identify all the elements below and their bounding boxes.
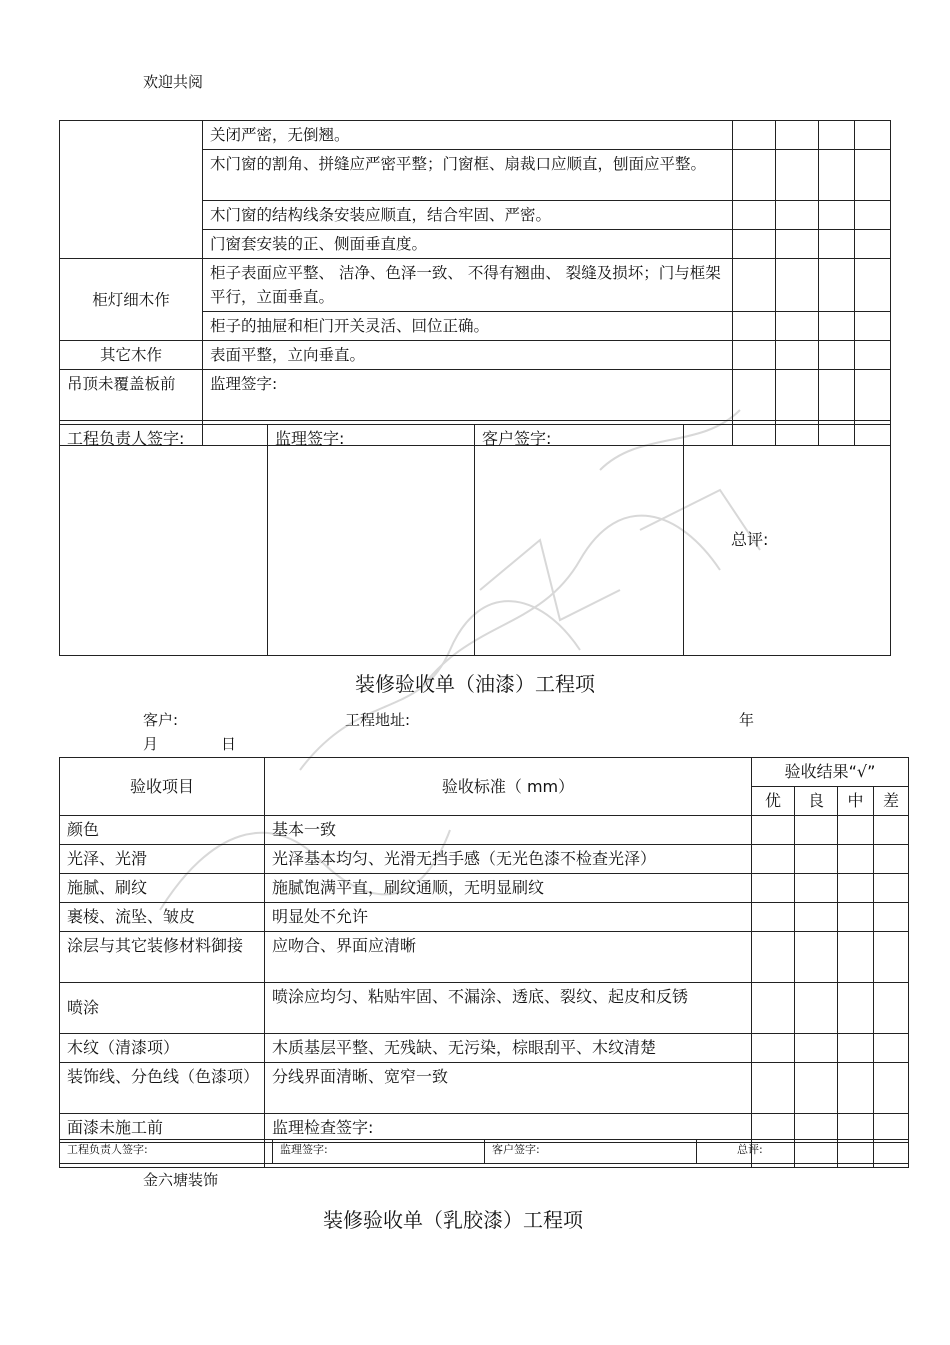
footer-company: 金六塘装饰	[143, 1171, 219, 1189]
grade-cell[interactable]	[733, 121, 776, 150]
head-result: 验收结果“√”	[752, 758, 909, 787]
grade-cell[interactable]	[733, 341, 776, 370]
grade-cell[interactable]	[838, 845, 874, 874]
latex-title: 装修验收单（乳胶漆）工程项	[323, 1208, 583, 1232]
grade-cell[interactable]	[838, 932, 874, 983]
grade-cell[interactable]	[733, 370, 776, 421]
client-label: 客户:	[143, 711, 179, 729]
item-cell: 装饰线、分色线（色漆项）	[60, 1063, 265, 1114]
standard-cell: 喷涂应均匀、粘贴牢固、不漏涂、透底、裂纹、起皮和反锈	[265, 983, 752, 1034]
manager-sign-cell[interactable]: 工程负责人签字:	[60, 425, 268, 656]
grade-cell[interactable]	[776, 259, 819, 312]
manager-sign-cell[interactable]: 工程负责人签字:	[60, 1140, 273, 1164]
item-cell: 颜色	[60, 816, 265, 845]
item-cell: 涂层与其它装修材料御接	[60, 932, 265, 983]
grade-cell[interactable]	[874, 1034, 909, 1063]
item-cell: 施腻、刷纹	[60, 874, 265, 903]
grade-cell[interactable]	[855, 201, 891, 230]
grade-cell[interactable]	[795, 1034, 838, 1063]
item-cell: 柜灯细木作	[60, 259, 203, 341]
grade-cell[interactable]	[795, 932, 838, 983]
grade-cell[interactable]	[874, 816, 909, 845]
standard-cell: 柜子表面应平整、 洁净、色泽一致、 不得有翘曲、 裂缝及损坏；门与框架平行，立面垂直。	[203, 259, 733, 312]
grade-cell[interactable]	[776, 150, 819, 201]
grade-cell[interactable]	[733, 259, 776, 312]
grade-cell[interactable]	[733, 201, 776, 230]
grade-cell[interactable]	[838, 983, 874, 1034]
item-cell: 吊顶未覆盖板前	[60, 370, 203, 421]
head-standard: 验收标准（ mm）	[265, 758, 752, 816]
supervisor-sign-cell[interactable]: 监理签字:	[273, 1140, 485, 1164]
grade-cell[interactable]	[855, 121, 891, 150]
carpentry-table	[59, 120, 891, 446]
grade-cell[interactable]	[795, 1063, 838, 1114]
grade-cell[interactable]	[752, 932, 795, 983]
grade-cell[interactable]	[776, 230, 819, 259]
grade-cell[interactable]	[819, 121, 855, 150]
item-cell: 光泽、光滑	[60, 845, 265, 874]
month-label: 月	[143, 735, 159, 753]
grade-cell[interactable]	[874, 932, 909, 983]
grade-cell[interactable]	[838, 903, 874, 932]
grade-excellent: 优	[752, 787, 795, 816]
grade-cell[interactable]	[855, 341, 891, 370]
grade-cell[interactable]	[752, 1063, 795, 1114]
grade-cell[interactable]	[819, 150, 855, 201]
grade-cell[interactable]	[874, 845, 909, 874]
blank-item-cell	[60, 121, 203, 259]
grade-cell[interactable]	[795, 903, 838, 932]
head-item: 验收项目	[60, 758, 265, 816]
grade-cell[interactable]	[819, 341, 855, 370]
grade-cell[interactable]	[776, 370, 819, 421]
grade-cell[interactable]	[776, 121, 819, 150]
grade-cell[interactable]	[838, 1063, 874, 1114]
grade-cell[interactable]	[795, 816, 838, 845]
grade-good: 良	[795, 787, 838, 816]
item-cell: 面漆未施工前	[60, 1114, 265, 1143]
grade-cell[interactable]	[819, 259, 855, 312]
client-sign-cell[interactable]: 客户签字:	[475, 425, 684, 656]
standard-cell: 监理检查签字:	[265, 1114, 752, 1143]
grade-cell[interactable]	[855, 230, 891, 259]
grade-cell[interactable]	[838, 1034, 874, 1063]
grade-poor: 差	[874, 787, 909, 816]
item-cell: 木纹（清漆项）	[60, 1034, 265, 1063]
paint-signature-table	[59, 1139, 909, 1164]
grade-cell[interactable]	[752, 874, 795, 903]
grade-cell[interactable]	[795, 983, 838, 1034]
grade-cell[interactable]	[776, 312, 819, 341]
standard-cell: 门窗套安装的正、侧面垂直度。	[203, 230, 733, 259]
grade-cell[interactable]	[776, 201, 819, 230]
overall-cell[interactable]: 总评:	[684, 425, 891, 656]
day-label: 日	[221, 735, 237, 753]
grade-cell[interactable]	[874, 903, 909, 932]
grade-cell[interactable]	[855, 312, 891, 341]
item-cell: 喷涂	[60, 983, 265, 1034]
grade-cell[interactable]	[855, 370, 891, 421]
paint-table	[59, 757, 909, 1168]
grade-cell[interactable]	[752, 903, 795, 932]
grade-cell[interactable]	[855, 259, 891, 312]
standard-cell: 木质基层平整、无残缺、无污染，棕眼刮平、木纹清楚	[265, 1034, 752, 1063]
item-cell: 其它木作	[60, 341, 203, 370]
standard-cell: 关闭严密，无倒翘。	[203, 121, 733, 150]
standard-cell: 施腻饱满平直，刷纹通顺，无明显刷纹	[265, 874, 752, 903]
grade-cell[interactable]	[819, 370, 855, 421]
standard-cell: 监理签字:	[203, 370, 733, 421]
grade-cell[interactable]	[776, 341, 819, 370]
grade-cell[interactable]	[733, 230, 776, 259]
standard-cell: 基本一致	[265, 816, 752, 845]
address-label: 工程地址:	[345, 711, 411, 729]
signature-table	[59, 424, 891, 656]
grade-cell[interactable]	[838, 874, 874, 903]
overall-cell[interactable]: 总评:	[697, 1140, 909, 1164]
grade-cell[interactable]	[752, 983, 795, 1034]
grade-cell[interactable]	[795, 845, 838, 874]
grade-cell[interactable]	[752, 816, 795, 845]
grade-medium: 中	[838, 787, 874, 816]
paint-title: 装修验收单（油漆）工程项	[355, 672, 595, 696]
grade-cell[interactable]	[838, 816, 874, 845]
grade-cell[interactable]	[752, 845, 795, 874]
standard-cell: 分线界面清晰、宽窄一致	[265, 1063, 752, 1114]
grade-cell[interactable]	[855, 150, 891, 201]
standard-cell: 应吻合、界面应清晰	[265, 932, 752, 983]
standard-cell: 明显处不允许	[265, 903, 752, 932]
grade-cell[interactable]	[874, 1063, 909, 1114]
standard-cell: 木门窗的结构线条安装应顺直，结合牢固、严密。	[203, 201, 733, 230]
grade-cell[interactable]	[819, 201, 855, 230]
grade-cell[interactable]	[819, 312, 855, 341]
client-sign-cell[interactable]: 客户签字:	[485, 1140, 697, 1164]
standard-cell: 光泽基本均匀、光滑无挡手感（无光色漆不检查光泽）	[265, 845, 752, 874]
grade-cell[interactable]	[874, 983, 909, 1034]
grade-cell[interactable]	[752, 1034, 795, 1063]
standard-cell: 表面平整，立向垂直。	[203, 341, 733, 370]
standard-cell: 柜子的抽屉和柜门开关灵活、回位正确。	[203, 312, 733, 341]
grade-cell[interactable]	[733, 312, 776, 341]
standard-cell: 木门窗的割角、拼缝应严密平整；门窗框、扇裁口应顺直，刨面应平整。	[203, 150, 733, 201]
grade-cell[interactable]	[874, 874, 909, 903]
item-cell: 裹棱、流坠、皱皮	[60, 903, 265, 932]
year-label: 年	[739, 711, 755, 729]
supervisor-sign-cell[interactable]: 监理签字:	[268, 425, 475, 656]
grade-cell[interactable]	[795, 874, 838, 903]
header-text: 欢迎共阅	[143, 73, 204, 91]
grade-cell[interactable]	[733, 150, 776, 201]
grade-cell[interactable]	[819, 230, 855, 259]
